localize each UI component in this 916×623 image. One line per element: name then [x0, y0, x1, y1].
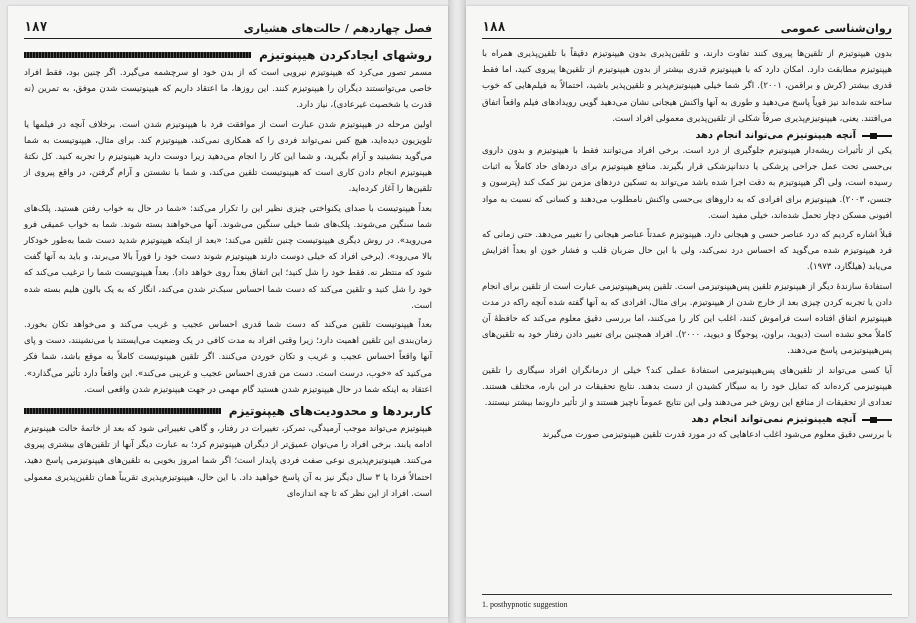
paragraph: یکی از تأثیرات ریشه‌دار هیپنوتیزم جلوگیری از درد است. برخی افراد می‌توانند فقط با هیپنوتیزم و بدون داروی بی‌حسی تحت عمل جراحی پزشکی یا دندانپزشکی قرار بگیرند. منافع هیپنوتیزم برای دردهای حاد کاملاً به اثبات رسیده است، ولی اگر هیپنوتیزم به دقت اجرا شده باشد می‌تواند به تسکین دردهای مزمن نیز کمک کند (پترسون و جنسن، ۲۰۰۳). هیپنوتیزم برای افرادی که به داروهای بی‌حسی واکنش نامطلوب می‌دهند و کسانی که نسبت به مواد افیونی مسکن دچار تحمل شده‌اند، خیلی مفید است.: [482, 146, 892, 221]
footnote: 1. posthypnotic suggestion: [482, 594, 892, 609]
paragraph: بعداً هیپنوتیست با صدای یکنواختی چیزی نظیر این را تکرار می‌کند: «شما در حال به خواب رفتن هستید. پلک‌های شما سنگین می‌شوند. پلک‌های شما خیلی سنگین می‌شوند. آنها می‌خواهند بسته شوند. شما به خواب عمیقی فرو می‌روید». در روش دیگری هیپنوتیست چنین تلقین می‌کند: «بعد از اینکه هیپنوتیزم شدید دست شما به‌طور خودکار بالا می‌رود». (برخی افراد که خیلی دوست دارند هیپنوتیزم شوند دست خود را فوراً بالا می‌برند، و باید به آنها گفت شود که منتظر نه. فقط خود را شل کنید؛ این اتفاق بعداً روی خواهد داد). بعداً هیپنوتیست شما را ترغیب می‌کند که خود را شل کنید و تلقین می‌کند که دست شما احساس سبک‌تر شدن می‌کند، انگار که به یک بالون هلیم بسته شده است.: [24, 203, 432, 311]
right-page-number: ۱۸۸: [482, 20, 506, 35]
paragraph: استفادهٔ سازندهٔ دیگر از هیپنوتیزم تلقین پس‌هیپنوتیزمی است. تلقین پس‌هیپنوتیزمی عبارت است از تلقین برای انجام دادن یا تجربه کردن چیزی بعد از خارج شدن از هیپنوتیزم. برای مثال، افرادی که به آنها گفته شده آنچه راکه در مدت هیپنوتیزم اتفاق افتاده است فراموش کنند، اغلب این کار را می‌کنند، اما بررسی دقیق معلوم می‌کند که حافظهٔ آن کاملاً محو نشده است (دیوید، براون، پوجوگا و دیوید، ۲۰۰۰). افراد همچنین برای تغییر دادن رفتار خود به تلقین‌های پس‌هیپنوتیزمی پاسخ می‌دهند.: [482, 281, 892, 357]
left-page: [8, 6, 448, 617]
heading-rule: [24, 408, 221, 414]
section-title: کاربردها و محدودیت‌های هیپنوتیزم: [228, 404, 432, 419]
left-page-header: [24, 16, 432, 39]
paragraph: هیپنوتیزم می‌تواند موجب آرمیدگی، تمرکز، تغییرات در رفتار، و گاهی تغییراتی شود که بعد از خاتمهٔ حالت هیپنوتیزم ادامه یابند. برخی افراد را می‌توان عمیق‌تر از دیگران هیپنوتیزم کرد؛ به عبارت دیگر آنها از تلقین‌های بیشتری پیروی می‌کنند. هیپنوتیزم‌پذیری نوعی صفت فردی پایدار است؛ اگر شما امروز بخوبی به تلقین‌های هیپنوتیزمی پاسخ دهید، احتمالاً فردا یا ۳ سال دیگر نیز به آن پاسخ خواهید داد. با این حال، هیپنوتیزم‌پذیری تقریباً همان تلقین‌پذیری معمولی است. افراد از این نظر که تا چه اندازه‌ای: [24, 424, 432, 499]
paragraph: آیا کسی می‌تواند از تلقین‌های پس‌هیپنوتیزمی استفادهٔ عملی کند؟ خیلی از درمانگران افراد سیگاری را تلقین هیپنوتیزمی کرده‌اند که تمایل خود را به سیگار کشیدن از دست بدهند. نتایج تحقیقات در این باره، مختلف هستند. تعدادی از تحقیقات از منافع این روش خبر می‌دهند ولی این نتایج عموماً ناچیز هستند و از تأثیر دارونما بیشتر نیستند.: [482, 365, 892, 409]
section-title: روشهای ایجادکردن هیپنوتیزم: [259, 48, 432, 62]
right-page-body: [482, 46, 892, 446]
section-heading-uses: [24, 404, 432, 418]
subheading-marker-icon: [862, 135, 892, 137]
subheading-can-do: [482, 130, 892, 141]
paragraph: با بررسی دقیق معلوم می‌شود اغلب ادعاهایی که در مورد قدرت تلقین هیپنوتیزمی صورت می‌گیرند: [542, 430, 892, 441]
subheading-marker-icon: [862, 419, 892, 421]
right-header-title: روان‌شناسی عمومی: [780, 22, 892, 35]
right-page: [466, 6, 908, 617]
paragraph: مسمر تصور می‌کرد که هیپنوتیزم نیرویی است که از بدن خود او سرچشمه می‌گیرد. اگر چنین بود، فقط افراد خاصی می‌توانستند دیگران را هیپنوتیزم کنند. این روزها، ما اعتقاد داریم که هیپنوتیست شدن موفق، به تمرین (نه قدرت یا شخصیت غیرعادی)، نیاز دارد.: [24, 68, 432, 111]
paragraph: قبلاً اشاره کردیم که درد عناصر حسی و هیجانی دارد. هیپنوتیزم عمدتاً عناصر هیجانی را تغییر می‌دهد. حتی زمانی که فرد هیپنوتیزم شده می‌گوید که احساس درد نمی‌کند، ولی با این حال ضربان قلب و فشار خون او بعداً افزایش می‌یابد (هیلگارد، ۱۹۷۳).: [482, 230, 892, 273]
subheading-title: آنچه هیپنوتیزم می‌تواند انجام دهد: [695, 130, 856, 142]
paragraph: بعداً هیپنوتیست تلقین می‌کند که دست شما قدری احساس عجیب و غریب می‌کند و می‌خواهد تکان بخورد. زمان‌بندی این تلقین اهمیت دارد؛ زیرا وقتی افراد به مدت کافی در یک وضعیت می‌ایستند یا می‌نشینند، دست و پای آنها واقعاً احساس عجیب و غریب و تکان خوردن می‌کنند. اگر تلقین هیپنوتیست کاملاً به موقع باشد، شما فکر می‌کنید که «خوب، درست است. دست من قدری احساس عجیب و غریبی می‌کند». این واقعاً دارد تأثیر می‌گذارد». اعتقاد به اینکه شما در حال هیپنوتیزم شدن هستید گام مهمی در جهت هیپنوتیزم شدن واقعی است.: [24, 320, 432, 395]
subheading-cannot-do: [482, 414, 892, 425]
left-header-title: فصل چهاردهم / حالت‌های هشیاری: [243, 22, 432, 35]
heading-rule: [24, 52, 251, 58]
book-gutter: [448, 0, 466, 623]
left-page-body: [24, 46, 432, 505]
subheading-title: آنچه هیپنوتیزم نمی‌تواند انجام دهد: [691, 414, 856, 426]
section-heading-induction: [24, 48, 432, 62]
left-page-number: ۱۸۷: [24, 20, 48, 35]
right-page-header: [482, 16, 892, 39]
paragraph: بدون هیپنوتیزم از تلقین‌ها پیروی کنند تفاوت دارند، و تلقین‌پذیری بدون هیپنوتیزم دقیقاً با تلقین‌پذیری همراه با هیپنوتیزم مطابقت دارد. امکان دارد که با هیپنوتیزم قدری بیشتر از بدون هیپنوتیزم از تلقین‌ها پیروی کنید، اما فقط قدری بیشتر (کرش و براقمن، ۲۰۰۱). اگر شما خیلی هیپنوتیزم‌پذیر و تلقین‌پذیر باشید، احتمالاً به فیلم‌هایی که خوب ساخته شده‌اند نیز قویاً پاسخ می‌دهید و طوری به آنها واکنش هیجانی نشان می‌دهید گویی رویدادهای فیلم واقعاً اتفاق می‌افتند. یعنی، هیپنوتیزم‌پذیری صرفاً شکلی از تلقین‌پذیری معمولی افراد است.: [482, 49, 892, 124]
paragraph: اولین مرحله در هیپنوتیزم شدن عبارت است از موافقت فرد با هیپنوتیزم شدن است. برخلاف آنچه در فیلمها یا تلویزیون دیده‌اید، هیچ کس نمی‌تواند فردی را که همکاری نمی‌کند، هیپنوتیزم کند. برای مثال، هیپنوتیست به شما می‌گوید بنشینید و آرام بگیرید، و شما این کار را انجام می‌دهید زیرا دوست دارید هیپنوتیزم را تجربه کنید. کل نکتهٔ هیپنوتیزم انجام دادن کاری است که هیپنوتیست تلقین می‌کند، و شما با نشستن و آرام گرفتن، در واقع پیروی از تلقین‌ها را آغاز کرده‌اید.: [24, 119, 432, 195]
